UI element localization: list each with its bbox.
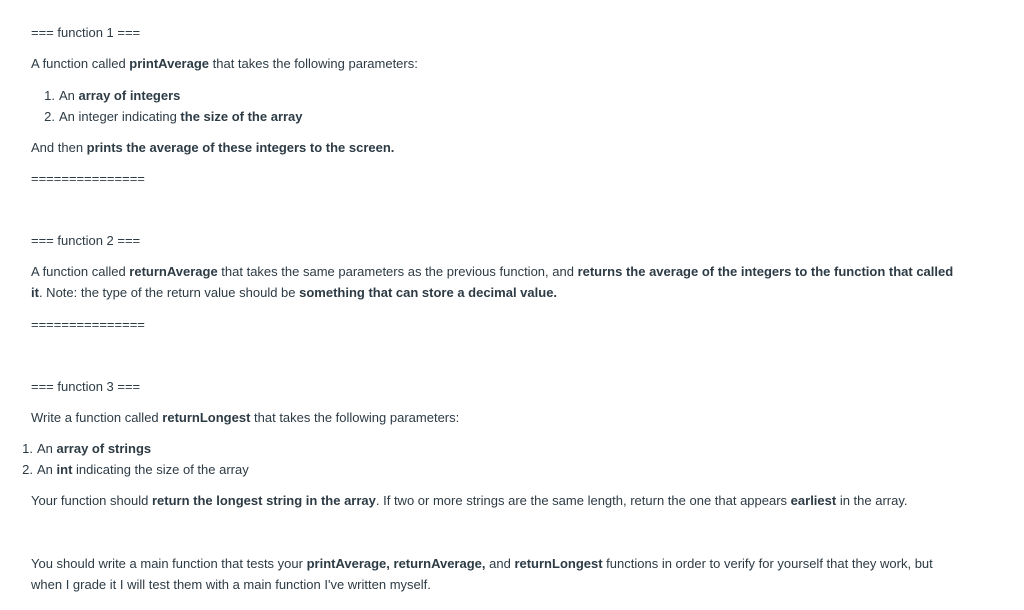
function-3-param-list [15,438,615,480]
function-2-description: A function called returnAverage that takes the same parameters as the previous function, and returns the average of the integers to the function that called it. Note: the type of the return value should be something that can store a decimal value. [31,264,954,300]
list-item: 2. An int indicating the size of the array [22,462,249,477]
closing-note: You should write a main function that tests your printAverage, returnAverage, and returnLongest functions in order to verify for yourself that they work, but when I grade it I will test them with a main function I've written myself. [31,556,933,592]
list-item: 1. An array of strings [22,441,152,456]
function-3-intro: Write a function called returnLongest that takes the following parameters: [31,410,460,425]
function-1-divider: =============== [31,171,145,186]
list-item: 1. An array of integers [44,88,181,103]
function-3-header: === function 3 === [31,379,141,394]
function-1-intro: A function called printAverage that takes the following parameters: [31,56,418,71]
function-1-header: === function 1 === [31,25,141,40]
function-3-description: Your function should return the longest string in the array. If two or more strings are the same length, return the one that appears earliest in the array. [31,493,908,508]
function-1-param-list [37,85,637,127]
function-2-divider: =============== [31,317,145,332]
function-1-outro: And then prints the average of these integers to the screen. [31,140,395,155]
function-2-header: === function 2 === [31,233,141,248]
list-item: 2. An integer indicating the size of the array [44,109,303,124]
